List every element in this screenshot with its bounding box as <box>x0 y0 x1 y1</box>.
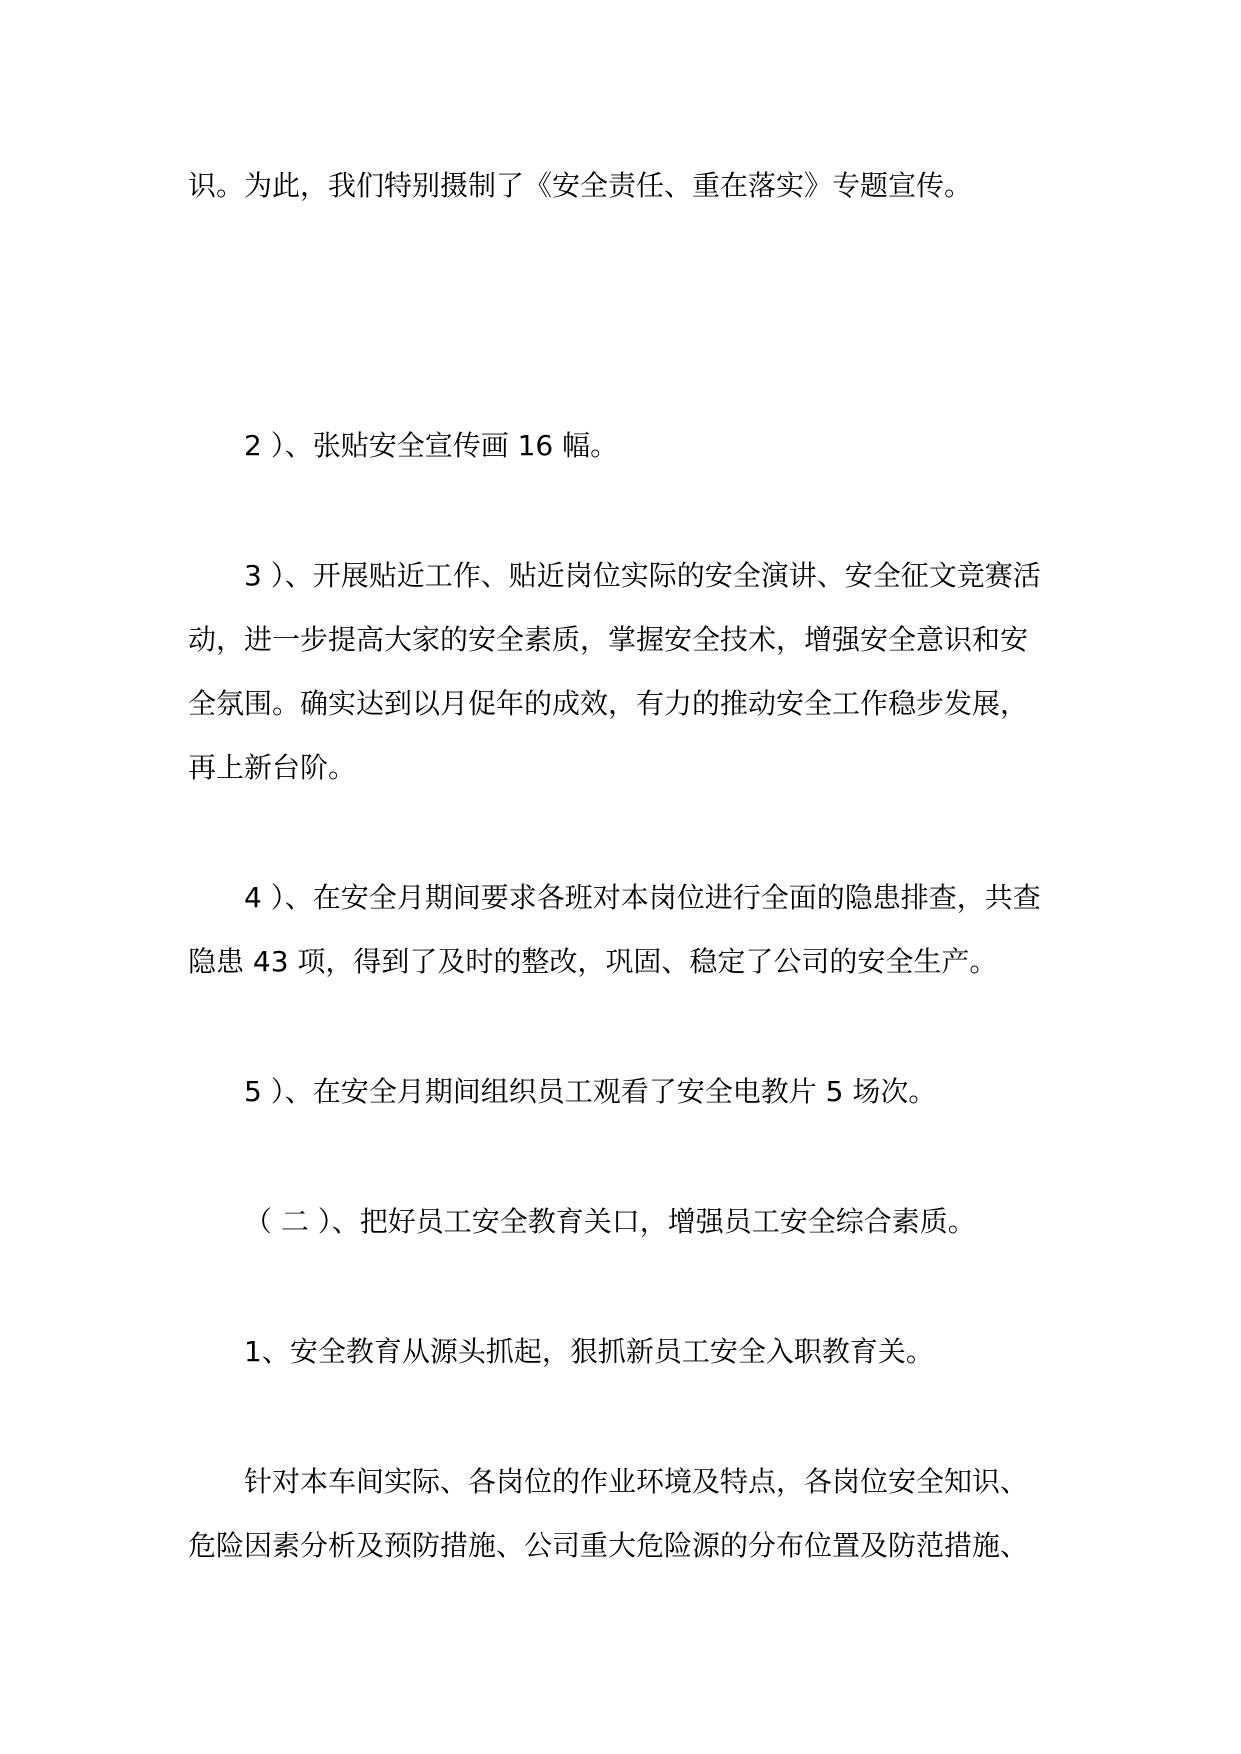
paragraph-line: 再上新台阶。 <box>188 751 357 784</box>
paragraph-line: 隐患 43 项，得到了及时的整改，巩固、稳定了公司的安全生产。 <box>188 945 998 978</box>
paragraph-line: 识。为此，我们特别摄制了《安全责任、重在落实》专题宣传。 <box>188 169 973 202</box>
paragraph-line: 4 ）、在安全月期间要求各班对本岗位进行全面的隐患排查，共查 <box>244 881 1041 914</box>
paragraph-line: 1、安全教育从源头抓起，狠抓新员工安全入职教育关。 <box>244 1335 934 1368</box>
paragraph-line: 2 ）、张贴安全宣传画 16 幅。 <box>244 429 619 462</box>
paragraph-line: 5 ）、在安全月期间组织员工观看了安全电教片 5 场次。 <box>244 1075 937 1108</box>
paragraph-line: 动，进一步提高大家的安全素质，掌握安全技术，增强安全意识和安 <box>188 623 1029 656</box>
paragraph-line: 全氛围。确实达到以月促年的成效，有力的推动安全工作稳步发展， <box>188 687 1029 720</box>
paragraph-line: （ 二 ）、把好员工安全教育关口，增强员工安全综合素质。 <box>244 1205 976 1238</box>
paragraph-line: 针对本车间实际、各岗位的作业环境及特点，各岗位安全知识、 <box>244 1465 1029 1498</box>
paragraph-line: 3 ）、开展贴近工作、贴近岗位实际的安全演讲、安全征文竞赛活 <box>244 559 1041 592</box>
paragraph-line: 危险因素分析及预防措施、公司重大危险源的分布位置及防范措施、 <box>188 1529 1029 1562</box>
